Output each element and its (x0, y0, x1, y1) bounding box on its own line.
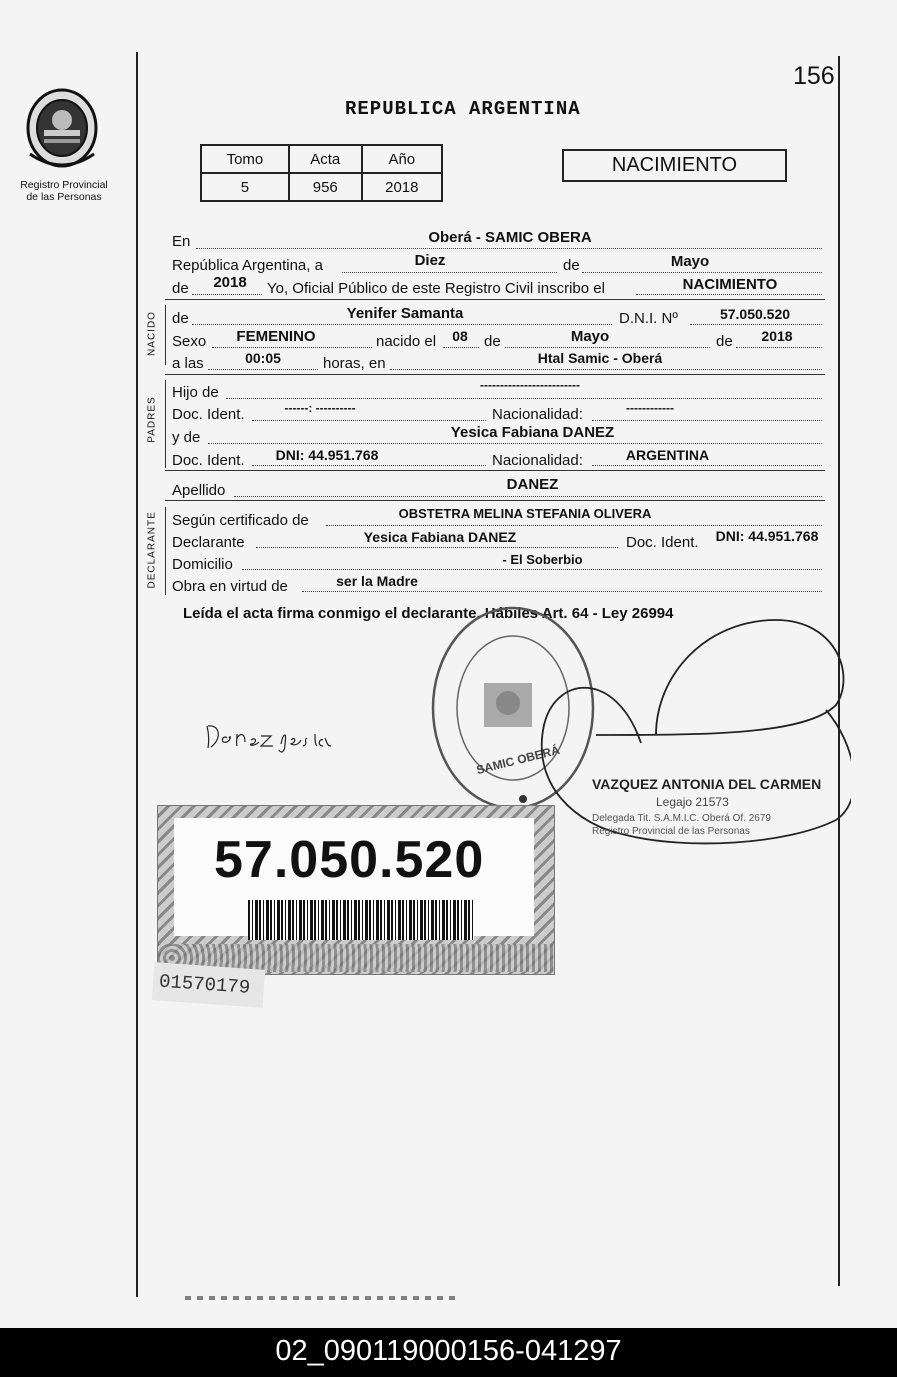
section-divider (165, 470, 825, 471)
barcode (248, 900, 474, 940)
section-divider (165, 299, 825, 300)
left-margin-line (136, 52, 138, 1297)
dotted-line (690, 324, 822, 325)
dotted-line (196, 248, 822, 249)
closing-text: Leída el acta firma conmigo el declarante. Hábiles Art. 64 - Ley 26994 (183, 605, 674, 622)
label-doc-ident-3: Doc. Ident. (626, 534, 699, 551)
reference-table (200, 144, 443, 202)
value-lugar: Oberá - SAMIC OBERA (428, 229, 592, 246)
value-nacido-anio: 2018 (761, 328, 793, 344)
dotted-line (256, 547, 618, 548)
dotted-line (252, 420, 486, 421)
value-padre-nacionalidad: ------------ (626, 401, 674, 415)
label-horas-en: horas, en (323, 355, 386, 372)
value-apellido: DANEZ (506, 476, 559, 493)
side-label-declarante: DECLARANTE (146, 511, 158, 589)
official-legajo: Legajo 21573 (656, 795, 729, 809)
serial-number: 01570179 (152, 962, 265, 1008)
barcode-sticker (157, 805, 555, 975)
dotted-line (208, 443, 822, 444)
dotted-line (192, 324, 612, 325)
sticker-number: 57.050.520 (214, 831, 485, 889)
value-obra-en-virtud: ser la Madre (336, 573, 418, 589)
footer-code: 02_090119000156-041297 (0, 1328, 897, 1377)
value-madre: Yesica Fabiana DANEZ (450, 424, 615, 441)
official-organismo: Registro Provincial de las Personas (592, 826, 750, 837)
header-acta: Acta (289, 145, 362, 173)
official-cargo: Delegada Tit. S.A.M.I.C. Oberá Of. 2679 (592, 813, 771, 824)
label-declarante: Declarante (172, 534, 245, 551)
label-doc-ident-2: Doc. Ident. (172, 452, 245, 469)
label-apellido: Apellido (172, 482, 226, 499)
label-de-anio: de (172, 280, 189, 297)
dotted-line (226, 398, 822, 399)
value-nombre: Yenifer Samanta (346, 305, 464, 322)
stamp-inner-text: SAMIC OBERÁ (474, 742, 562, 778)
value-dia: Diez (414, 252, 446, 269)
value-mes: Mayo (670, 253, 710, 270)
label-de-dia: de (484, 333, 501, 350)
label-republica: República Argentina, a (172, 257, 323, 274)
reference-table-header (201, 145, 442, 173)
dotted-line (242, 569, 822, 570)
label-dni: D.N.I. Nº (619, 310, 678, 327)
dotted-line (390, 369, 822, 370)
dotted-line (208, 369, 318, 370)
label-nacionalidad-2: Nacionalidad: (492, 452, 583, 469)
value-tomo: 5 (201, 173, 289, 201)
dotted-line (302, 591, 822, 592)
section-divider (165, 380, 166, 468)
dotted-line (342, 272, 557, 273)
dotted-line (234, 496, 822, 497)
value-padre-doc: ------: ---------- (284, 401, 356, 415)
value-certificado: OBSTETRA MELINA STEFANIA OLIVERA (398, 506, 652, 521)
label-domicilio: Domicilio (172, 556, 233, 573)
value-anio: 2018 (362, 173, 442, 201)
label-sexo: Sexo (172, 333, 207, 350)
dotted-line (592, 465, 822, 466)
label-nacido-el: nacido el (376, 333, 437, 350)
header-anio: Año (362, 145, 442, 173)
label-de-anio2: de (716, 333, 733, 350)
value-sexo: FEMENINO (236, 328, 316, 345)
logo-caption (8, 179, 120, 203)
dotted-line (592, 420, 822, 421)
label-a-las: a las (172, 355, 204, 372)
label-obra-en-virtud: Obra en virtud de (172, 578, 288, 595)
official-name: VAZQUEZ ANTONIA DEL CARMEN (592, 776, 822, 792)
value-hora: 00:05 (245, 350, 281, 366)
value-domicilio: - El Soberbio (502, 552, 583, 567)
label-de-nombre: de (172, 310, 189, 327)
value-declarante: Yesica Fabiana DANEZ (363, 529, 517, 545)
province-seal-icon (22, 84, 102, 176)
section-divider (165, 305, 166, 365)
header-tomo: Tomo (201, 145, 289, 173)
value-nacido-mes: Mayo (570, 328, 610, 345)
dotted-line (192, 294, 262, 295)
dotted-line (582, 272, 822, 273)
page-number: 156 (793, 62, 835, 90)
dotted-line (212, 347, 372, 348)
label-hijo-de: Hijo de (172, 384, 219, 401)
label-nacionalidad-1: Nacionalidad: (492, 406, 583, 423)
value-madre-doc: DNI: 44.951.768 (275, 447, 379, 463)
label-segun-certificado: Según certificado de (172, 512, 309, 529)
section-divider (165, 500, 825, 501)
official-name-block (592, 776, 822, 837)
value-declarante-doc: DNI: 44.951.768 (715, 528, 819, 544)
dotted-line (443, 347, 479, 348)
value-anio: 2018 (213, 274, 247, 291)
dotted-line (505, 347, 710, 348)
sticker-panel (174, 818, 534, 936)
handwritten-signature-icon (203, 720, 353, 754)
side-label-nacido: NACIDO (146, 311, 158, 356)
value-dni: 57.050.520 (719, 306, 791, 322)
label-doc-ident-1: Doc. Ident. (172, 406, 245, 423)
dotted-line (326, 525, 822, 526)
reference-table-values (201, 173, 442, 201)
section-divider (165, 374, 825, 375)
label-y-de: y de (172, 429, 201, 446)
scan-artifact (185, 1296, 455, 1300)
declarant-signature (203, 720, 353, 759)
dotted-line (736, 347, 822, 348)
value-madre-nacionalidad: ARGENTINA (625, 447, 710, 463)
value-lugar-nacimiento: Htal Samic - Oberá (537, 350, 663, 366)
value-nacido-dia: 08 (452, 328, 468, 344)
dotted-line (252, 465, 486, 466)
doc-type-box: NACIMIENTO (562, 149, 787, 182)
label-en: En (172, 233, 191, 250)
label-yo-oficial: Yo, Oficial Público de este Registro Civil inscribo el (267, 280, 605, 297)
province-logo (22, 84, 102, 176)
label-de-mes: de (563, 257, 580, 274)
logo-caption-line1: Registro Provincial (20, 179, 108, 191)
logo-caption-line2: de las Personas (26, 191, 102, 203)
section-divider (165, 507, 166, 595)
side-label-padres: PADRES (146, 396, 158, 443)
dotted-line (636, 294, 822, 295)
value-acta: 956 (289, 173, 362, 201)
value-padre: ------------------------- (480, 378, 580, 392)
value-tipo-inscripcion: NACIMIENTO (682, 276, 778, 293)
document-title: REPUBLICA ARGENTINA (345, 98, 581, 120)
